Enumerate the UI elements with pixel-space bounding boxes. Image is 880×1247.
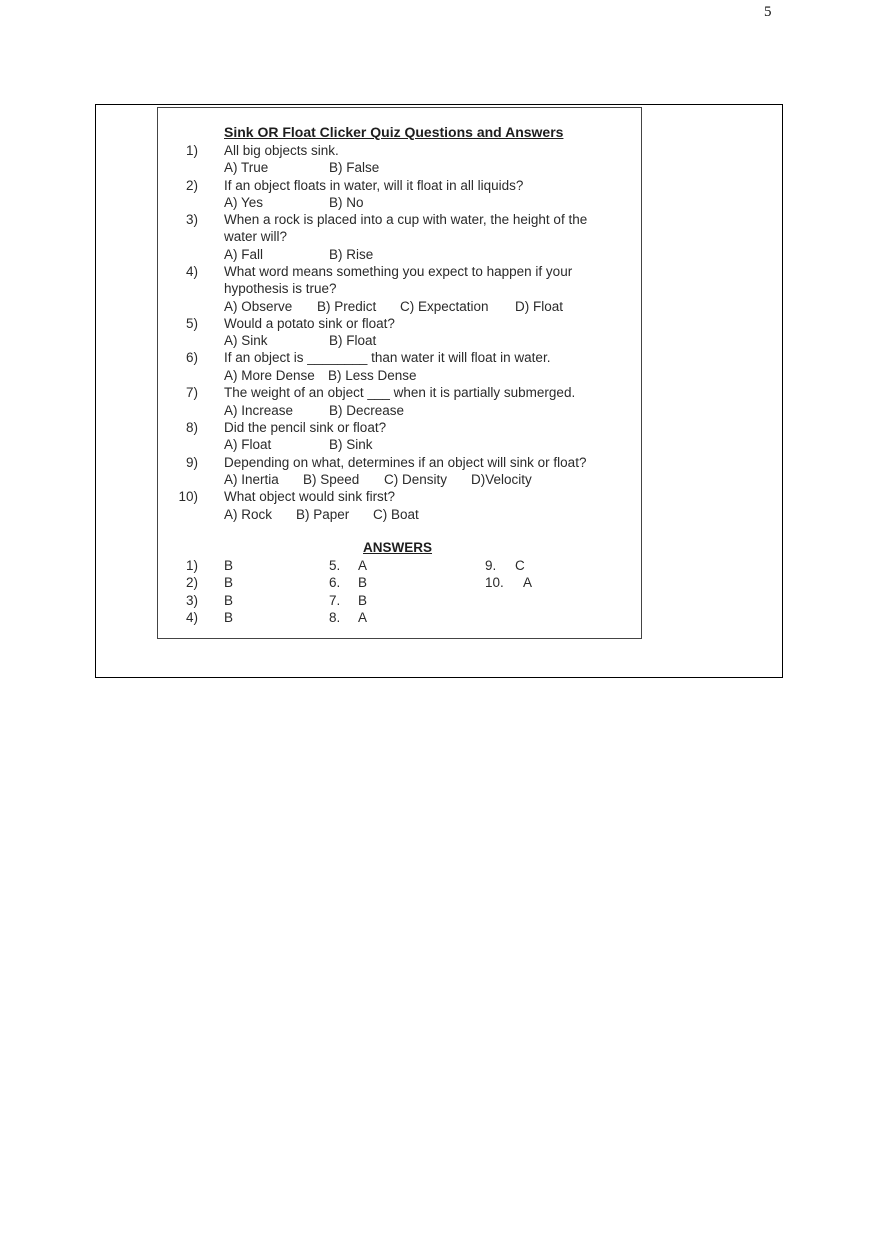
- answer-option: A) Inertia: [224, 472, 279, 487]
- question-number: 10): [178, 489, 198, 504]
- answer-option: B) Less Dense: [328, 368, 417, 383]
- answer-letter: B: [224, 558, 234, 573]
- quiz-sheet: [157, 107, 642, 639]
- question-text: What word means something you expect to happen if your: [224, 264, 573, 279]
- answer-letter: A: [523, 575, 533, 590]
- answer-option: B) Paper: [296, 507, 350, 522]
- answer-option: B) Speed: [303, 472, 360, 487]
- answer-option: C) Boat: [373, 507, 419, 522]
- answer-option: A) Yes: [224, 195, 264, 210]
- answer-letter: A: [358, 558, 368, 573]
- answer-number: 1): [185, 558, 198, 573]
- answer-number: 10.: [485, 575, 504, 590]
- question-number: 1): [185, 143, 198, 158]
- answers-title: ANSWERS: [363, 540, 433, 555]
- answer-option: A) More Dense: [224, 368, 315, 383]
- answer-letter: A: [358, 610, 368, 625]
- answer-number: 2): [185, 575, 198, 590]
- question-number: 5): [185, 316, 198, 331]
- page-number: 5: [764, 4, 772, 20]
- question-text: Depending on what, determines if an object will sink or float?: [224, 455, 587, 470]
- answer-option: A) Sink: [224, 333, 268, 348]
- answer-letter: B: [358, 593, 368, 608]
- answer-option: C) Density: [384, 472, 448, 487]
- answer-option: B) Sink: [329, 437, 373, 452]
- answer-letter: B: [224, 610, 234, 625]
- question-text: What object would sink first?: [224, 489, 396, 504]
- question-text: water will?: [224, 229, 288, 244]
- answer-letter: B: [358, 575, 368, 590]
- answer-number: 3): [185, 593, 198, 608]
- answer-option: A) Rock: [224, 507, 273, 522]
- answer-option: A) Observe: [224, 299, 293, 314]
- answer-option: B) False: [329, 160, 380, 175]
- question-text: If an object is ________ than water it will float in water.: [224, 350, 551, 365]
- question-number: 7): [185, 385, 198, 400]
- question-number: 9): [185, 455, 198, 470]
- question-number: 8): [185, 420, 198, 435]
- answer-option: A) Increase: [224, 403, 294, 418]
- answer-option: B) Predict: [317, 299, 377, 314]
- answer-option: B) Rise: [329, 247, 374, 262]
- answer-option: A) Fall: [224, 247, 264, 262]
- answer-number: 4): [185, 610, 198, 625]
- question-number: 4): [185, 264, 198, 279]
- answer-option: A) Float: [224, 437, 272, 452]
- answer-option: C) Expectation: [400, 299, 489, 314]
- answer-number: 7.: [329, 593, 341, 608]
- answer-number: 5.: [329, 558, 341, 573]
- question-number: 3): [185, 212, 198, 227]
- question-number: 2): [185, 178, 198, 193]
- answer-option: B) Decrease: [329, 403, 405, 418]
- question-text: When a rock is placed into a cup with water, the height of the: [224, 212, 588, 227]
- answer-letter: C: [515, 558, 525, 573]
- quiz-title: Sink OR Float Clicker Quiz Questions and Answers: [224, 124, 564, 140]
- answer-number: 8.: [329, 610, 341, 625]
- answer-number: 6.: [329, 575, 341, 590]
- question-number: 6): [185, 350, 198, 365]
- question-text: hypothesis is true?: [224, 281, 337, 296]
- answer-option: D) Float: [515, 299, 564, 314]
- answer-option: B) No: [329, 195, 364, 210]
- question-text: If an object floats in water, will it float in all liquids?: [224, 178, 524, 193]
- answer-number: 9.: [485, 558, 497, 573]
- question-text: The weight of an object ___ when it is partially submerged.: [224, 385, 576, 400]
- answer-letter: B: [224, 575, 234, 590]
- answer-option: D)Velocity: [471, 472, 532, 487]
- question-text: All big objects sink.: [224, 143, 339, 158]
- question-text: Did the pencil sink or float?: [224, 420, 387, 435]
- answer-option: A) True: [224, 160, 269, 175]
- question-text: Would a potato sink or float?: [224, 316, 395, 331]
- answer-option: B) Float: [329, 333, 377, 348]
- answer-letter: B: [224, 593, 234, 608]
